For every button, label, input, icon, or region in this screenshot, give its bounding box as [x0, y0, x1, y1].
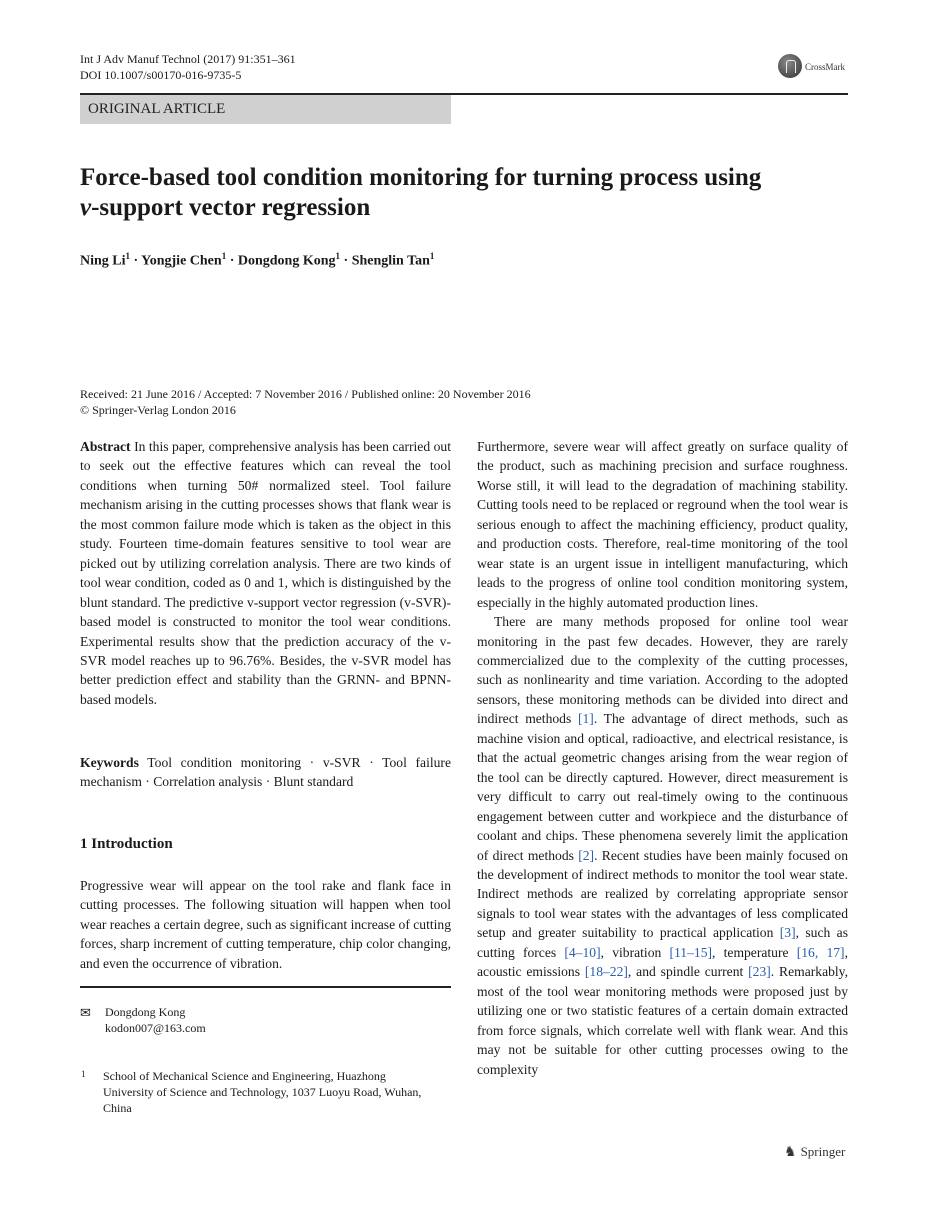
title-line-2 — [80, 193, 860, 223]
springer-horse-icon: ♞ — [784, 1145, 797, 1160]
title-line-1: Force-based tool condition monitoring for turning process using — [80, 164, 762, 191]
intro-paragraph-continued: Furthermore, severe wear will affect greatly on surface quality of the product, such as machining precision and surface roughness. Worse still, it will lead to the degradation of machining stability. Cutting tools need to be replaced or reground when the tool wear is serious enough to affect the machining efficiency, product quality, and production costs. Therefore, real-time monitoring of the tool wear state is an urgent issue in intelligent manufacturing, which leads to the progress of online tool condition monitoring system, especially in the highly automated production lines. — [477, 439, 848, 610]
publisher-logo — [784, 1144, 845, 1161]
affiliation: School of Mechanical Science and Engineering, Huazhong University of Science and Technology, 1037 Luoyu Road, Wuhan, China — [103, 1069, 422, 1115]
citation-link[interactable]: [2] — [578, 847, 595, 863]
title-line-2-rest: -support vector regression — [91, 194, 371, 221]
abstract-text: In this paper, comprehensive analysis has been carried out to seek out the effective features which can reveal the tool conditions when turning 50# normalized steel. Tool failure mechanism arising in the cutting processes shows that flank wear is the most common failure mode which is taken as the object in this study. Fourteen time-domain features sensitive to tool wear are picked out by utilizing correlation analysis. There are two kinds of tool wear condition, coded as 0 and 1, which is distinguished by the blunt standard. The predictive v-support vector regression (v-SVR)-based model is constructed to monitor the tool wear conditions. Experimental results show that the prediction accuracy of the v-SVR model reaches up to 96.76%. Besides, the v-SVR model has better prediction effect and stability than the GRNN- and BPNN-based models. — [80, 439, 451, 707]
publisher-name: Springer — [800, 1144, 846, 1159]
article-title — [80, 163, 860, 223]
abstract-label: Abstract — [80, 439, 131, 454]
corresponding-author — [105, 1004, 206, 1036]
crossmark-icon — [778, 54, 802, 78]
envelope-icon: ✉ — [80, 1005, 91, 1020]
title-nu: v — [80, 194, 92, 221]
corresponding-email[interactable]: kodon007@163.com — [105, 1021, 206, 1035]
publication-dates — [80, 386, 531, 418]
author-name[interactable]: Shenglin Tan — [351, 253, 430, 269]
article-type-banner: ORIGINAL ARTICLE — [80, 95, 451, 124]
introduction-paragraph: Progressive wear will appear on the tool rake and flank face in cutting processes. The following situation will happen when tool wear reaches a certain degree, such as significant increase of cutting forces, sharp increment of cutting temperature, chip color changing, and even the occurrence of vibration. — [80, 878, 452, 971]
author-affiliation-marker: 1 — [429, 251, 435, 261]
citation-link[interactable]: [4–10] — [564, 944, 601, 960]
citation-link[interactable]: [23] — [748, 964, 771, 980]
affiliation-number: 1 — [81, 1069, 86, 1079]
journal-info — [80, 51, 296, 83]
author-name[interactable]: Ning Li — [80, 253, 126, 269]
section-heading-introduction: 1 Introduction — [80, 836, 173, 852]
copyright: © Springer-Verlag London 2016 — [80, 403, 236, 417]
right-column — [477, 437, 848, 1079]
citation-link[interactable]: [3] — [779, 925, 796, 941]
crossmark-label: CrossMark — [805, 62, 845, 72]
journal-citation: Int J Adv Manuf Technol (2017) 91:351–361 — [80, 52, 296, 66]
footnote-rule — [80, 986, 451, 988]
author-affiliation-marker: 1 — [335, 251, 341, 261]
keywords-text: Tool condition monitoring · v-SVR · Tool failure mechanism · Correlation analysis · Blunt standard — [80, 755, 451, 790]
abstract — [80, 437, 451, 709]
citation-link[interactable]: [16, 17] — [796, 944, 845, 960]
author-name[interactable]: Yongjie Chen — [141, 253, 222, 269]
author-affiliation-marker: 1 — [125, 251, 131, 261]
citation-link[interactable]: [1] — [577, 711, 594, 727]
author-affiliation-marker: 1 — [221, 251, 227, 261]
journal-doi[interactable]: DOI 10.1007/s00170-016-9735-5 — [80, 68, 242, 82]
intro-paragraph-2: There are many methods proposed for online tool wear monitoring in the past few decades. However, they are rarely commercialized due to the complexity of the cutting processes, such as nonlinearity and time variation. According to the adopted sensors, these monitoring methods can be divided into direct and indirect methods [1]. The advantage of direct methods, such as machine vision and optical, radioactive, and electrical resistance, is that the actual geometric changes arising from the wear region of the tool can be directly captured. However, direct measurement is very difficult to carry out real-timely owing to the continuous engagement between cutter and workpiece and the disturbance of coolant and chips. These phenomena severely limit the application of direct methods [2]. Recent studies have been mainly focused on the development of indirect methods to monitor the tool wear state. Indirect methods are realized by correlating appropriate sensor signals to tool wear states with the advantages of less complicated setup and greater suitability to practical application [3], such as cutting forces [4–10], vibration [11–15], temperature [16, 17], acoustic emissions [18–22], and spindle current [23]. Remarkably, most of the tool wear monitoring methods were proposed just by utilizing one or two statistic features of a certain domain extracted from force signals, which correlate well with flank wear. And this may not be suitable for other cutting processes owing to the complexity — [477, 614, 848, 1077]
author-list: Ning $Li^1$ · Yongjie Chen$^1$ · Dongdong Kong$^1$ · Shenglin Tan$^1$ — [80, 251, 435, 269]
keywords — [80, 753, 451, 792]
history-dates: Received: 21 June 2016 / Accepted: 7 November 2016 / Published online: 20 November 2016 — [80, 387, 531, 401]
author-name[interactable]: Dongdong Kong — [237, 253, 336, 269]
keywords-label: Keywords — [80, 755, 139, 770]
crossmark-badge[interactable] — [778, 54, 858, 80]
citation-link[interactable]: [11–15] — [669, 944, 713, 960]
citation-link[interactable]: [18–22] — [584, 964, 628, 980]
corresponding-name: Dongdong Kong — [105, 1005, 186, 1019]
